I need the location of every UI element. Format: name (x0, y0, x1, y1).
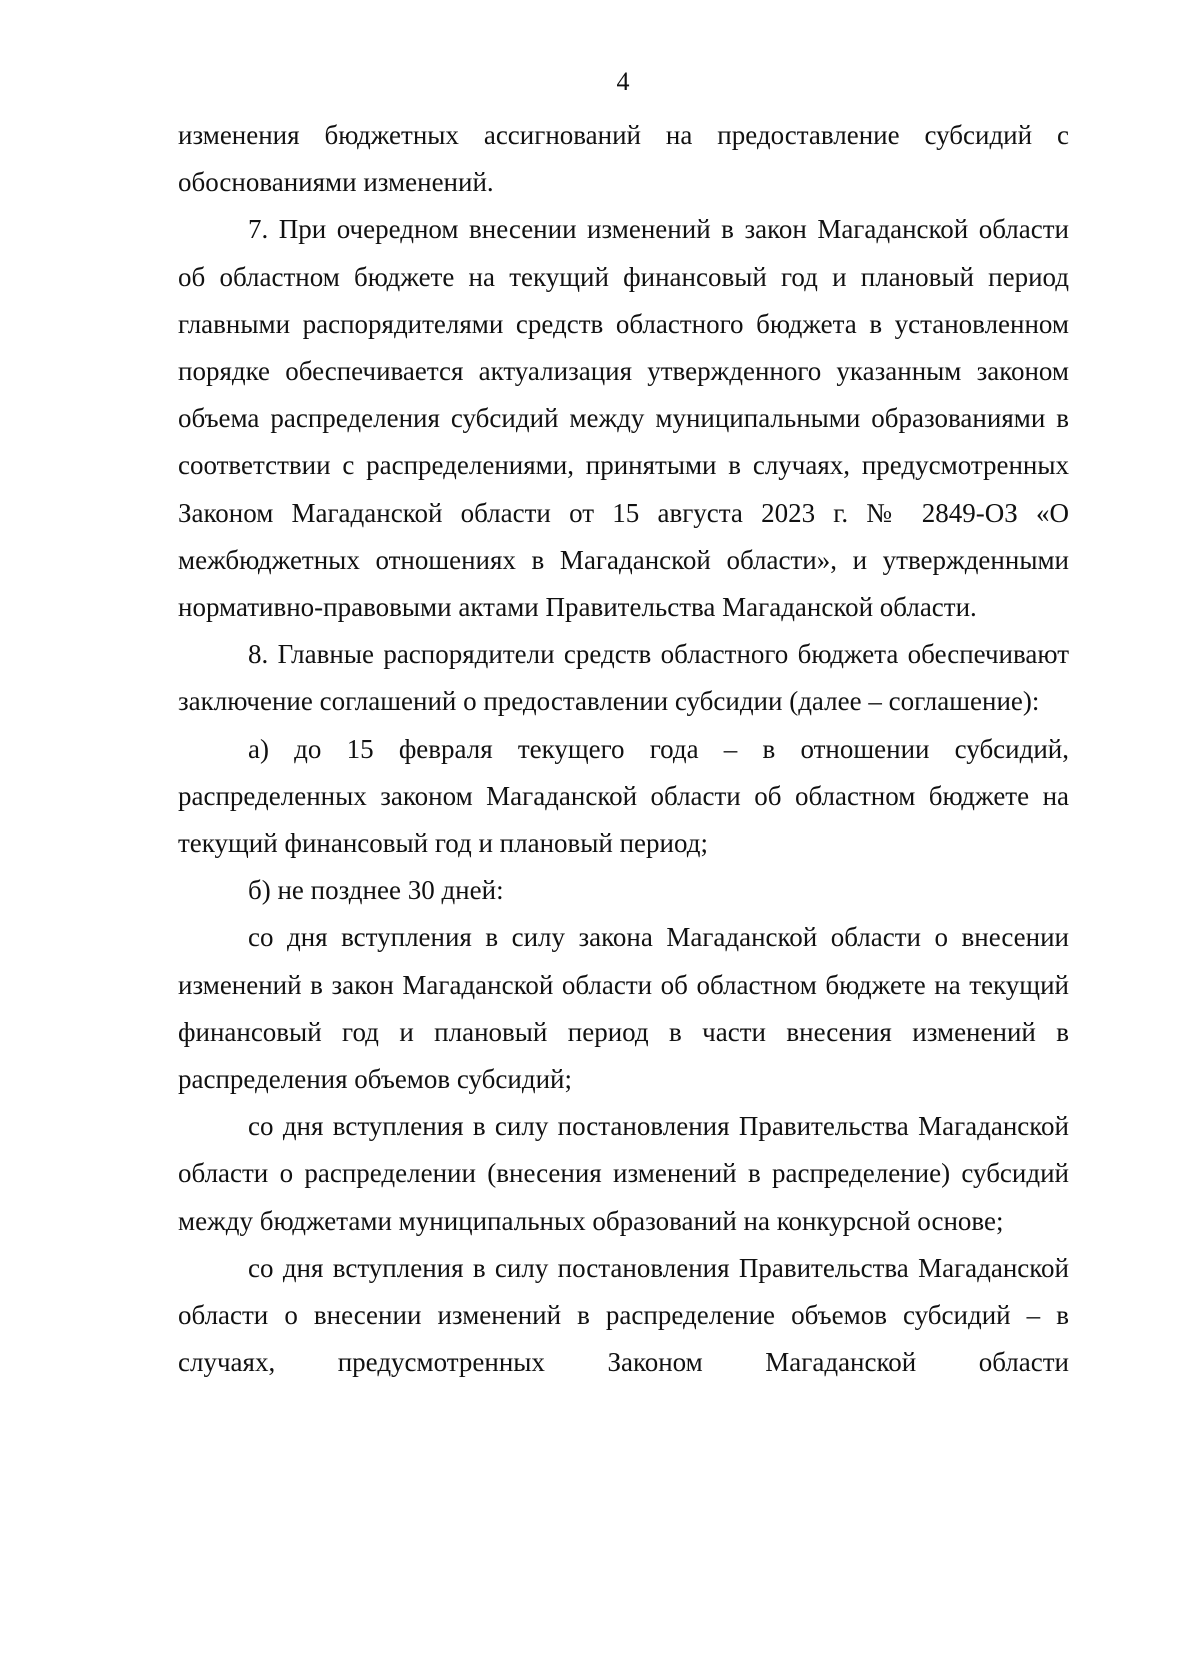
paragraph-clause-competition: со дня вступления в силу постановления Правительства Магаданской области о распределении (внесения изменений в распределение) субсидий между бюджетами муниципальных образований на конкурсной основе; (178, 1111, 1069, 1236)
paragraph-subitem-a: а) до 15 февраля текущего года – в отношении субсидий, распределенных законом Магаданской области об областном бюджете на текущий финансовый год и плановый период; (178, 733, 1069, 859)
paragraph-item-7: 7. При очередном внесении изменений в закон Магаданской области об областном бюджете на текущий финансовый год и плановый период главными распорядителями средств областного бюджета в установленном порядке обеспечивается актуализация утвержденного указанным законом объема распределения субсидий между муниципальными образованиями в соответствии с распределениями, принятыми в случаях, предусмотренных Законом Магаданской области от 15 августа 2023 г. № 2849-ОЗ «О межбюджетных отношениях в Магаданской области», и утвержденными нормативно-правовыми актами Правительства Магаданской области. (178, 214, 1069, 623)
paragraph-clause-redistribution: со дня вступления в силу постановления Правительства Магаданской области о внесении изменений в распределение объемов субсидий – в случаях, предусмотренных Законом Магаданской области (178, 1252, 1069, 1378)
document-body (178, 112, 1069, 1386)
paragraph-item-8: 8. Главные распорядители средств областного бюджета обеспечивают заключение соглашений о предоставлении субсидии (далее – соглашение): (178, 639, 1069, 717)
page-number: 4 (616, 67, 630, 96)
paragraph-continuation: изменения бюджетных ассигнований на предоставление субсидий с обоснованиями изменений. (178, 120, 1069, 198)
paragraph-clause-law: со дня вступления в силу закона Магаданской области о внесении изменений в закон Магаданской области об областном бюджете на текущий финансовый год и плановый период в части внесения изменений в распределения объемов субсидий; (178, 922, 1069, 1095)
paragraph-subitem-b: б) не позднее 30 дней: (248, 875, 504, 906)
